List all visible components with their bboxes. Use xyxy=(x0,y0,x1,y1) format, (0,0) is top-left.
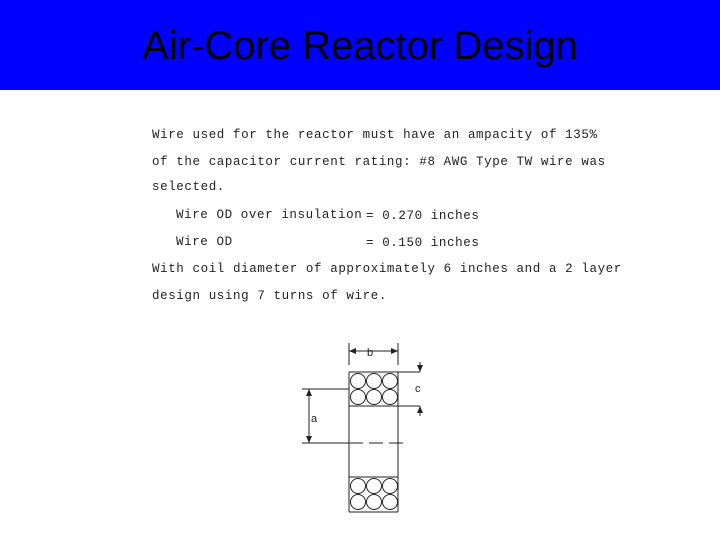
wire-circle xyxy=(351,495,366,510)
spec-2-label: Wire OD xyxy=(176,235,233,249)
spec-1-label: Wire OD over insulation xyxy=(176,208,363,222)
arrow-b-left xyxy=(349,348,356,354)
wire-circle xyxy=(383,374,398,389)
spec-1-value: = 0.270 inches xyxy=(366,209,480,223)
wire-circle xyxy=(351,479,366,494)
wire-circle xyxy=(351,390,366,405)
text-line-7: design using 7 turns of wire. xyxy=(152,289,387,303)
wire-circle xyxy=(367,374,382,389)
label-a: a xyxy=(311,413,318,425)
wire-circle xyxy=(367,495,382,510)
text-line-1: Wire used for the reactor must have an ampacity of 135% xyxy=(152,128,598,142)
arrow-b-right xyxy=(391,348,398,354)
arrow-a-bottom xyxy=(306,436,312,443)
spec-2-value: = 0.150 inches xyxy=(366,236,480,250)
wire-circle xyxy=(351,374,366,389)
wire-circle xyxy=(367,479,382,494)
label-b: b xyxy=(367,347,374,359)
wire-circle xyxy=(367,390,382,405)
arrow-a-top xyxy=(306,389,312,396)
text-line-2: of the capacitor current rating: #8 AWG Type TW wire was xyxy=(152,155,606,169)
arrow-c-top xyxy=(417,365,423,372)
arrow-c-bottom xyxy=(417,406,423,413)
label-c: c xyxy=(415,383,421,395)
text-line-3: selected. xyxy=(152,180,225,194)
wire-circle xyxy=(383,390,398,405)
wire-circle xyxy=(383,495,398,510)
text-line-6: With coil diameter of approximately 6 inches and a 2 layer xyxy=(152,262,622,276)
wire-circle xyxy=(383,479,398,494)
slide-title: Air-Core Reactor Design xyxy=(142,24,578,68)
